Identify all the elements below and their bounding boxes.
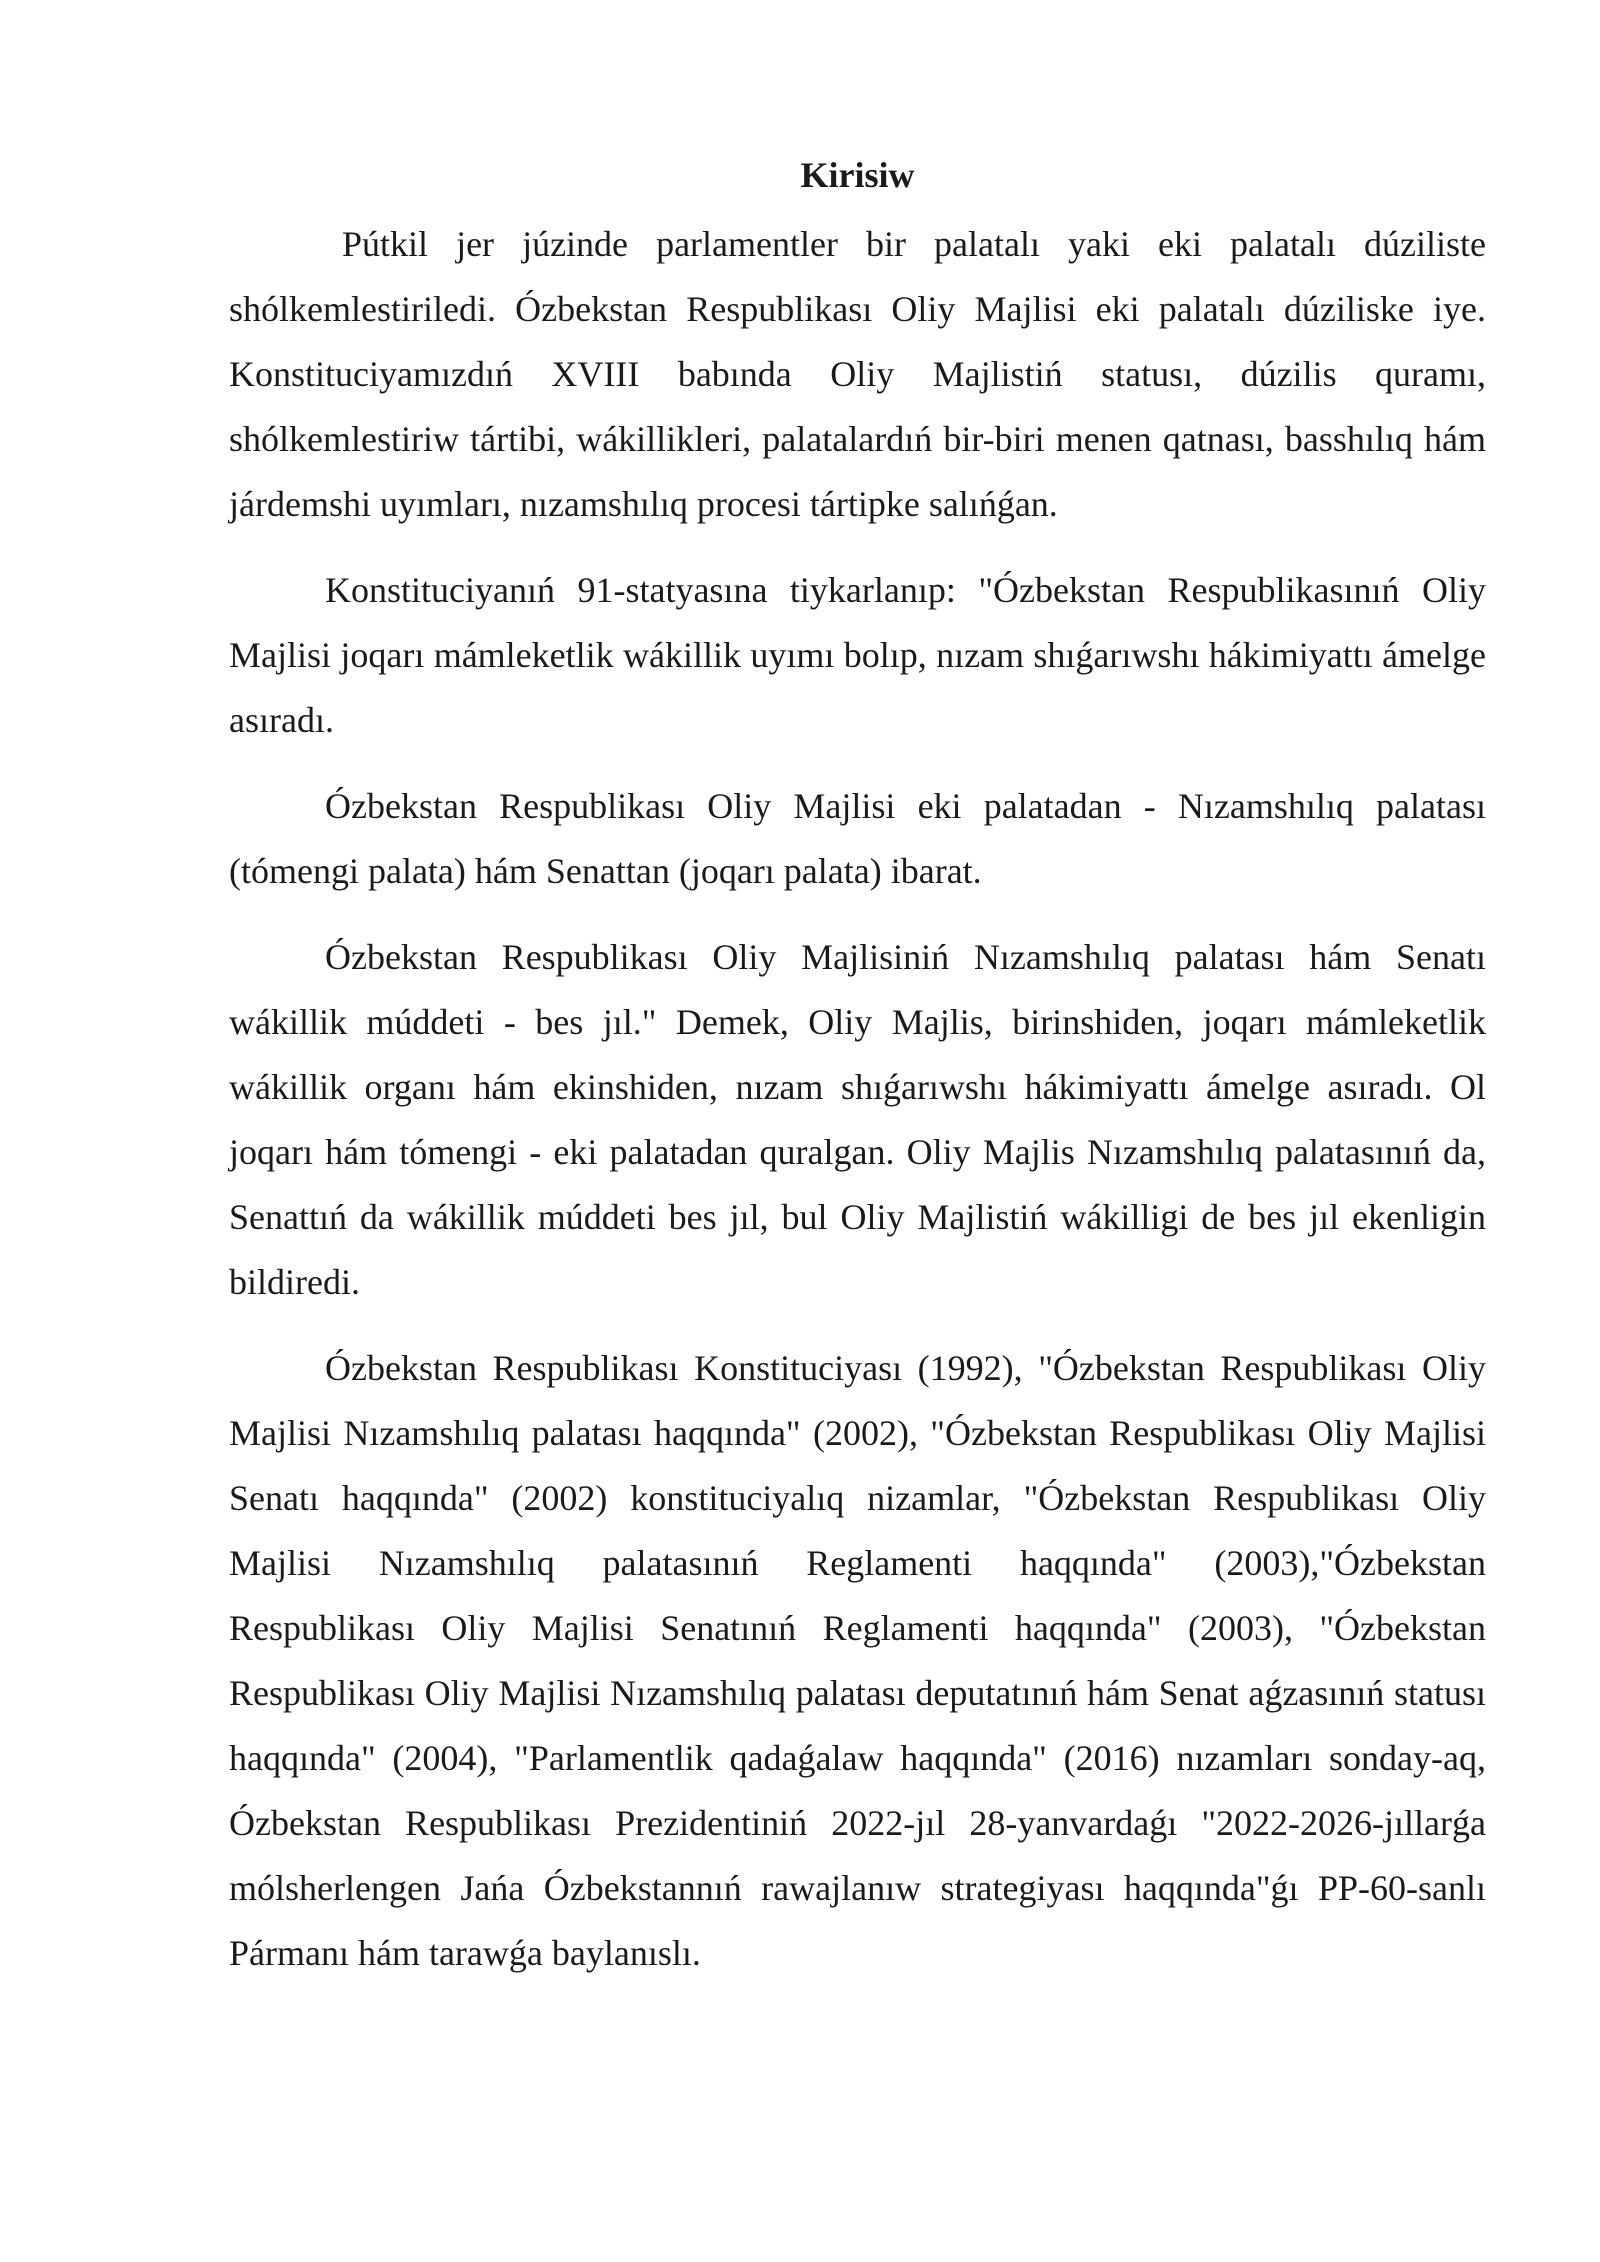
document-title: Kirisiw [800, 155, 915, 195]
paragraph-5: Ózbekstan Respublikası Konstituciyası (1992), "Ózbekstan Respublikası Oliy Majlisi Nızamshılıq palatası haqqında" (2002), "Ózbekstan Respublikası Oliy Majlisi Senatı haqqında" (2002) konstituciyalıq nizamlar, "Ózbekstan Respublikası Oliy Majlisi Nızamshılıq palatasınıń Reglamenti haqqında" (2003),"Ózbekstan Respublikası Oliy Majlisi Senatınıń Reglamenti haqqında" (2003), "Ózbekstan Respublikası Oliy Majlisi Nızamshılıq palatası deputatınıń hám Senat aǵzasınıń statusı haqqında" (2004), "Parlamentlik qadaǵalaw haqqında" (2016) nızamları sonday-aq, Ózbekstan Respublikası Prezidentiniń 2022-jıl 28-yanvardaǵı "2022-2026-jıllarǵa mólsherlengen Jańa Ózbekstannıń rawajlanıw strategiyası haqqında"ǵı PP-60-sanlı Pármanı hám tarawǵa baylanıslı. [229, 1348, 1486, 1973]
paragraph-1: Pútkil jer júzinde parlamentler bir palatalı yaki eki palatalı dúziliste shólkemlestiriledi. Ózbekstan Respublikası Oliy Majlisi eki palatalı dúziliske iye. Konstituciyamızdıń XVIII babında Oliy Majlistiń statusı, dúzilis quramı, shólkemlestiriw tártibi, wákillikleri, palatalardıń bir-biri menen qatnası, basshılıq hám járdemshi uyımları, nızamshılıq procesi tártipke salıńǵan. [229, 224, 1486, 524]
paragraph-3: Ózbekstan Respublikası Oliy Majlisi eki palatadan - Nızamshılıq palatası (tómengi palata) hám Senattan (joqarı palata) ibarat. [229, 786, 1486, 891]
paragraph-2: Konstituciyanıń 91-statyasına tiykarlanıp: "Ózbekstan Respublikasınıń Oliy Majlisi joqarı mámleketlik wákillik uyımı bolıp, nızam shıǵarıwshı hákimiyattı ámelge asıradı. [229, 570, 1486, 740]
paragraph-4: Ózbekstan Respublikası Oliy Majlisiniń Nızamshılıq palatası hám Senatı wákillik múddeti - bes jıl." Demek, Oliy Majlis, birinshiden, joqarı mámleketlik wákillik organı hám ekinshiden, nızam shıǵarıwshı hákimiyattı ámelge asıradı. Ol joqarı hám tómengi - eki palatadan quralgan. Oliy Majlis Nızamshılıq palatasınıń da, Senattıń da wákillik múddeti bes jıl, bul Oliy Majlistiń wákilligi de bes jıl ekenligin bildiredi. [229, 937, 1486, 1302]
document-page [229, 150, 1486, 1986]
